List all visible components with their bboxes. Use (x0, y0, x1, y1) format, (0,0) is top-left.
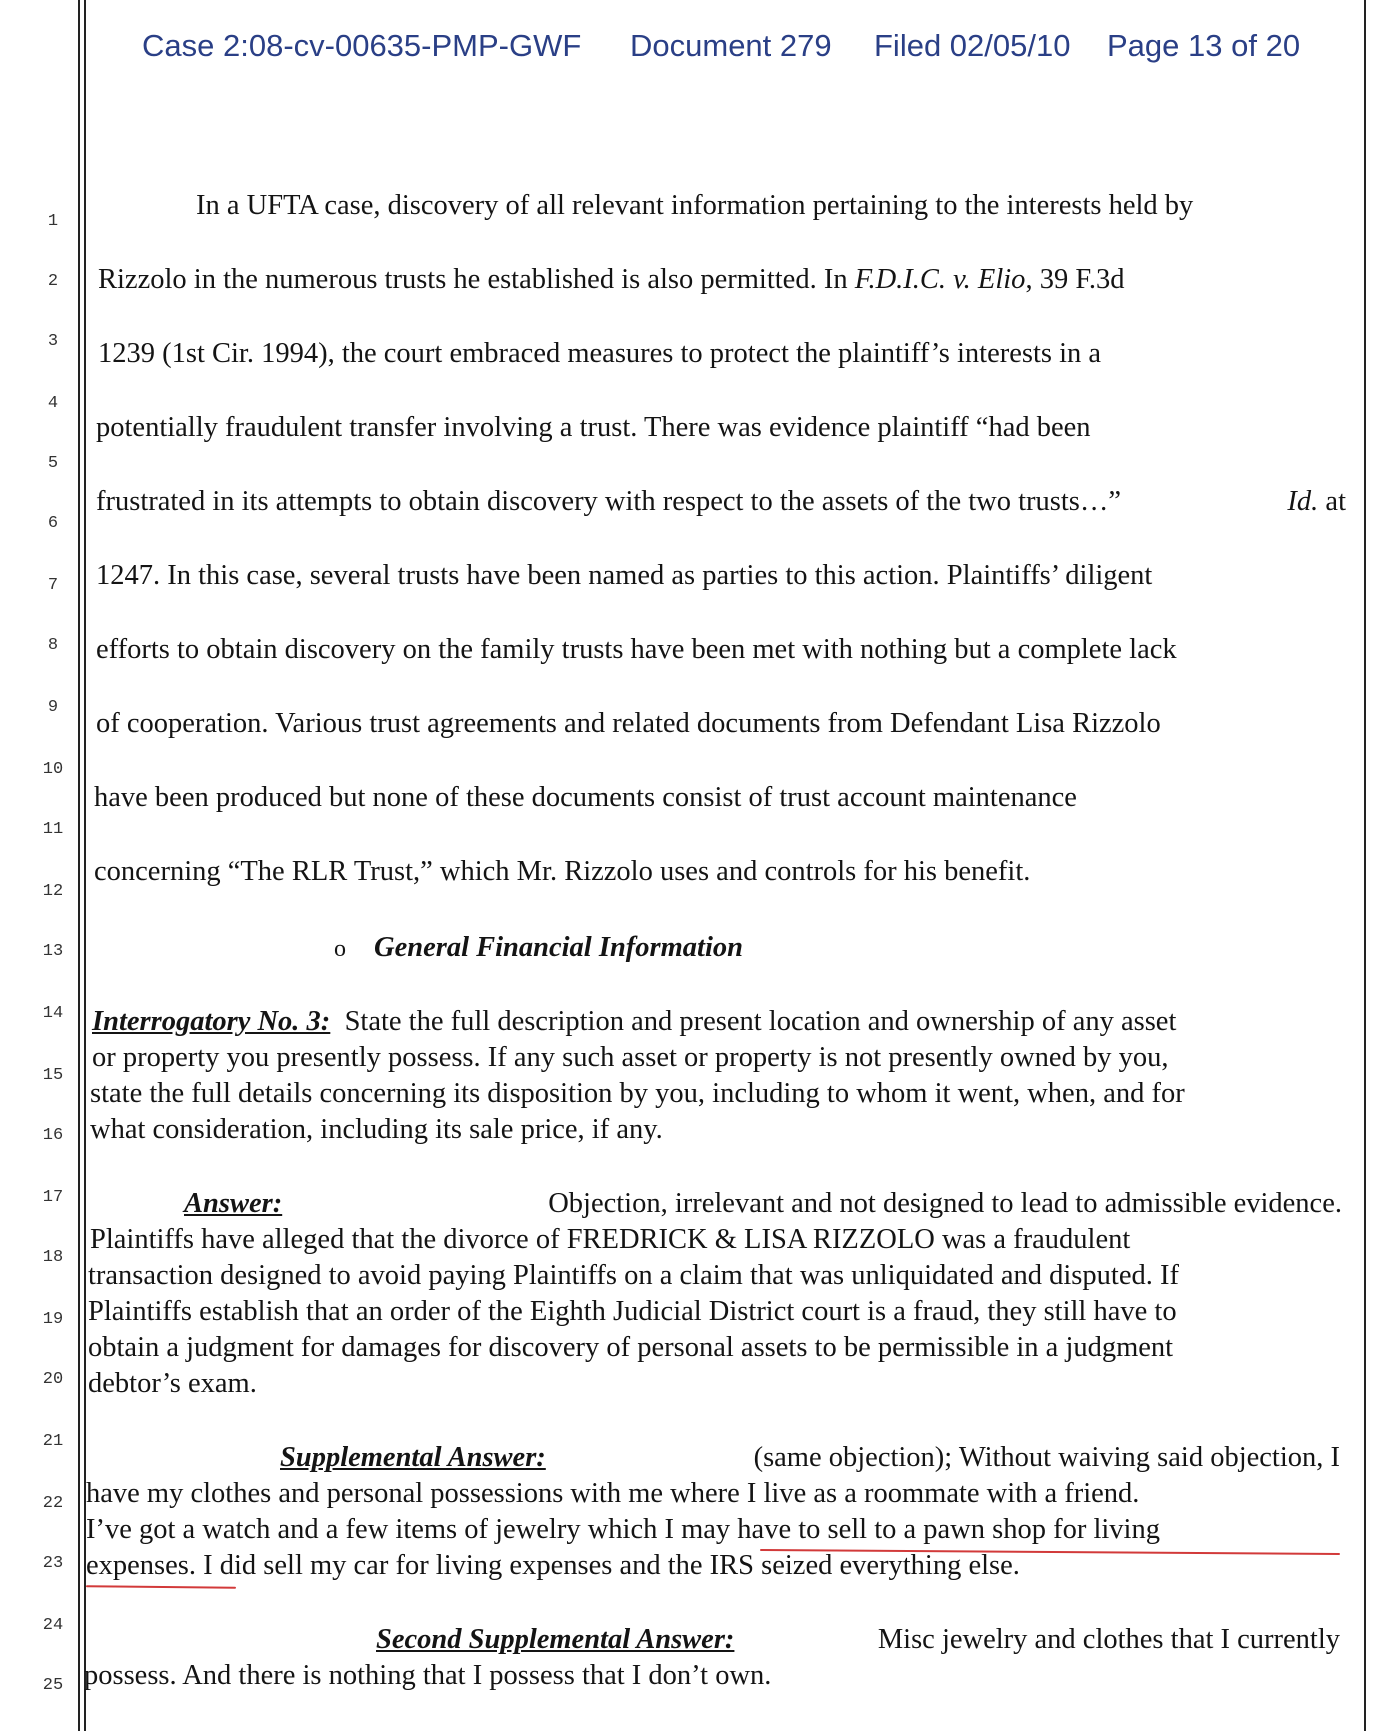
interrogatory-label: Interrogatory No. 3: (92, 1006, 331, 1037)
body-line (86, 1478, 1340, 1510)
body-text (1287, 486, 1346, 518)
body-line (98, 264, 1346, 296)
body-text: efforts to obtain discovery on the family trusts have been met with nothing but a complete lack (96, 634, 1177, 665)
body-text: Rizzolo in the numerous trusts he established is also permitted. In (98, 264, 848, 295)
left-margin-rule (78, 0, 80, 1731)
line-number: 1 (47, 212, 59, 231)
body-line (280, 1442, 1340, 1474)
case-number: Case 2:08-cv-00635-PMP-GWF (142, 28, 582, 63)
second-supplemental-answer-label: Second Supplemental Answer: (376, 1624, 735, 1655)
line-number: 25 (42, 1676, 64, 1695)
body-text: state the full details concerning its disposition by you, including to whom it went, when, and for (90, 1078, 1185, 1109)
line-number: 12 (42, 882, 64, 901)
line-number: 24 (42, 1616, 64, 1635)
body-line (196, 190, 1346, 222)
line-number: 20 (42, 1370, 64, 1389)
left-margin-rule (84, 0, 86, 1731)
line-number: 17 (42, 1188, 64, 1207)
right-margin-rule (1364, 0, 1366, 1731)
body-text: Plaintiffs establish that an order of the Eighth Judicial District court is a fraud, they still have to (88, 1296, 1177, 1327)
line-number: 19 (42, 1310, 64, 1329)
line-number: 2 (47, 272, 59, 291)
body-text: debtor’s exam. (88, 1368, 257, 1399)
answer-label: Answer: (184, 1188, 283, 1219)
line-number: 6 (47, 514, 59, 533)
body-line (88, 1332, 1340, 1364)
body-line (88, 1368, 257, 1400)
body-line (96, 708, 1346, 740)
body-line (92, 1042, 1344, 1074)
line-number: 21 (42, 1432, 64, 1451)
body-line (88, 1296, 1340, 1328)
body-line (96, 486, 1346, 518)
body-line (94, 782, 1346, 814)
red-underline-annotation (86, 1585, 236, 1589)
filed-date: Filed 02/05/10 (874, 28, 1071, 63)
body-line (96, 634, 1346, 666)
body-line (94, 856, 1030, 888)
body-text: at (1325, 486, 1346, 517)
body-text: I’ve got a watch and a few items of jewelry which I may have to sell to a pawn shop for living (86, 1514, 1160, 1545)
body-text: In a UFTA case, discovery of all relevant information pertaining to the interests held by (196, 190, 1194, 221)
body-line (86, 1550, 1020, 1582)
case-citation: F.D.I.C. v. Elio (854, 264, 1026, 295)
body-text: of cooperation. Various trust agreements and related documents from Defendant Lisa Rizzolo (96, 708, 1161, 739)
body-line (86, 1514, 1340, 1546)
bullet: o (334, 936, 346, 962)
body-text: or property you presently possess. If any such asset or property is not presently owned by you, (92, 1042, 1169, 1073)
line-number: 5 (47, 454, 59, 473)
body-text: have my clothes and personal possessions with me where I live as a roommate with a friend. (86, 1478, 1140, 1509)
body-text: expenses. I did sell my car for living expenses and the IRS seized everything else. (86, 1550, 1020, 1581)
body-text: 1247. In this case, several trusts have been named as parties to this action. Plaintiffs’ diligent (96, 560, 1153, 591)
body-text: 1239 (1st Cir. 1994), the court embraced measures to protect the plaintiff’s interests in a (98, 338, 1102, 369)
line-number: 23 (42, 1554, 64, 1573)
page-indicator: Page 13 of 20 (1107, 28, 1301, 63)
line-number: 7 (47, 576, 59, 595)
body-line (98, 338, 1346, 370)
citation-id: Id. (1287, 486, 1319, 517)
body-line (90, 1078, 1344, 1110)
body-text: transaction designed to avoid paying Plaintiffs on a claim that was unliquidated and disputed. If (88, 1260, 1179, 1291)
body-text: (same objection); Without waiving said objection, I (753, 1442, 1340, 1473)
body-line (92, 1006, 1344, 1038)
body-text: Objection, irrelevant and not designed to lead to admissible evidence. (548, 1188, 1342, 1219)
line-number: 3 (47, 332, 59, 351)
body-line (84, 1660, 771, 1692)
body-text: concerning “The RLR Trust,” which Mr. Rizzolo uses and controls for his benefit. (94, 856, 1031, 887)
supplemental-answer-label: Supplemental Answer: (280, 1442, 546, 1473)
body-line (96, 412, 1346, 444)
line-number: 16 (42, 1126, 64, 1145)
body-text: possess. And there is nothing that I possess that I don’t own. (84, 1660, 772, 1691)
body-line (376, 1624, 1340, 1656)
line-number: 11 (42, 820, 64, 839)
line-number: 9 (47, 698, 59, 717)
line-number: 8 (47, 636, 59, 655)
body-text (92, 1006, 1176, 1038)
body-line (88, 1260, 1342, 1292)
body-text: obtain a judgment for damages for discovery of personal assets to be permissible in a judgment (88, 1332, 1174, 1363)
body-text (98, 264, 1125, 296)
body-line (184, 1188, 1342, 1220)
body-text: frustrated in its attempts to obtain discovery with respect to the assets of the two trusts…” (96, 486, 1121, 517)
document-number: Document 279 (630, 28, 832, 63)
body-text: have been produced but none of these documents consist of trust account maintenance (94, 782, 1077, 813)
body-text: State the full description and present location and ownership of any asset (344, 1006, 1177, 1037)
body-text: Plaintiffs have alleged that the divorce of FREDRICK & LISA RIZZOLO was a fraudulent (90, 1224, 1131, 1255)
body-text: , 39 F.3d (1025, 264, 1125, 295)
line-number: 15 (42, 1066, 64, 1085)
body-text: what consideration, including its sale price, if any. (90, 1114, 663, 1145)
body-line (90, 1224, 1342, 1256)
section-title: General Financial Information (374, 932, 743, 963)
line-number: 10 (42, 760, 64, 779)
body-text: Misc jewelry and clothes that I currently (877, 1624, 1340, 1655)
section-heading (334, 932, 743, 964)
line-number: 14 (42, 1004, 64, 1023)
line-number: 13 (42, 942, 64, 961)
line-number: 4 (47, 394, 59, 413)
line-number: 22 (42, 1494, 64, 1513)
body-line (96, 560, 1346, 592)
line-number: 18 (42, 1248, 64, 1267)
body-line (90, 1114, 663, 1146)
body-text: potentially fraudulent transfer involving a trust. There was evidence plaintiff “had been (96, 412, 1091, 443)
